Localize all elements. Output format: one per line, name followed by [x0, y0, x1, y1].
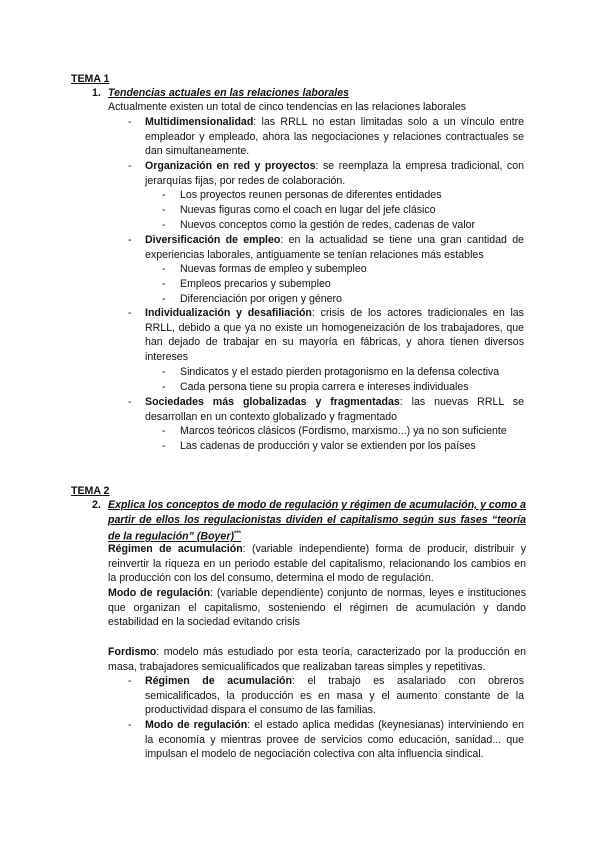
sub-text: Nuevas figuras como el coach en lugar del jefe clásico — [180, 204, 436, 216]
tema1-intro: Actualmente existen un total de cinco tendencias en las relaciones laborales — [108, 101, 467, 113]
tema1-subbullet — [162, 262, 524, 277]
sub-text: Nuevos conceptos como la gestión de redes, cadenas de valor — [180, 219, 476, 231]
tema1-bullet — [128, 115, 524, 159]
tema1-subbullet — [162, 277, 524, 292]
sub-text: Cada persona tiene su propia carrera e intereses individuales — [180, 381, 469, 393]
bullet-text: : las nuevas RRLL se desarrollan en un contexto globalizado y fragmentado — [145, 396, 524, 423]
sub-text: Las cadenas de producción y valor se extienden por los países — [180, 440, 476, 452]
bullet-term: Organización en red y proyectos — [145, 160, 316, 172]
bullet-dash: - — [128, 160, 132, 172]
bullet-text: : crisis de los actores tradicionales en las RRLL, debido a que ya no existe un homogeneización de los trabajadores, que han dejado de trabajar en su mayoría en fábricas, y ahora tienen diversos intereses — [145, 307, 524, 363]
modo-term: Modo de regulación — [108, 587, 211, 599]
bullet-dash: - — [128, 307, 132, 319]
tema1-subbullet — [162, 424, 524, 439]
question-marker: *** — [233, 531, 241, 538]
bullet-term: Régimen de acumulación — [145, 675, 292, 687]
fordismo-text: : modelo más estudiado por esta teoría, caracterizado por la producción en masa, trabajadores semicualificados que realizaban tareas simples y repetitivas. — [108, 646, 526, 673]
sub-text: Sindicatos y el estado pierden protagonismo en la defensa colectiva — [180, 366, 500, 378]
sub-dash: - — [162, 381, 166, 393]
tema1-subbullet — [162, 365, 524, 380]
sub-text: Marcos teóricos clásicos (Fordismo, marxismo...) ya no son suficiente — [180, 425, 507, 437]
tema1-bullet — [128, 159, 524, 188]
fordismo-bullet — [128, 674, 524, 718]
bullet-dash: - — [128, 396, 132, 408]
bullet-term: Diversificación de empleo — [145, 234, 281, 246]
tema1-heading: TEMA 1 — [71, 73, 110, 85]
sub-dash: - — [162, 293, 166, 305]
bullet-term: Multidimensionalidad — [145, 116, 254, 128]
tema1-subbullet — [162, 188, 524, 203]
sub-dash: - — [162, 204, 166, 216]
tema1-subbullet — [162, 203, 524, 218]
sub-text: Diferenciación por origen y género — [180, 293, 342, 305]
bullet-dash: - — [128, 116, 132, 128]
tema1-bullet — [128, 233, 524, 262]
bullet-text: : se reemplaza la empresa tradicional, con jerarquías fijas, por redes de colaboración. — [145, 160, 525, 187]
tema1-bullet — [128, 306, 524, 364]
bullet-text: : el estado aplica medidas (keynesianas) interviniendo en la economía y mientras provee de servicios como educación, sanidad... que impulsan el modelo de negociación colectiva con alta influencia sindical. — [145, 719, 525, 761]
bullet-dash: - — [128, 675, 132, 687]
sub-dash: - — [162, 189, 166, 201]
bullet-text: : las RRLL no estan limitadas solo a un vínculo entre empleador y empleado, ahora las negociaciones y relaciones contractuales se dan simultaneamente. — [145, 116, 524, 158]
tema1-question-text: Tendencias actuales en las relaciones laborales — [108, 87, 350, 99]
tema1-subbullet — [162, 439, 524, 454]
fordismo-term: Fordismo — [108, 646, 157, 658]
bullet-text: : el trabajo es asalariado con obreros semicalificados, la producción es en masa y el aumento constante de la productividad dispara el consumo de las familias. — [145, 675, 524, 717]
bullet-term: Individualización y desafiliación — [145, 307, 312, 319]
tema2-heading: TEMA 2 — [71, 485, 110, 497]
tema1-bullet — [128, 395, 524, 424]
fordismo-bullet — [128, 718, 524, 762]
bullet-dash: - — [128, 234, 132, 246]
sub-dash: - — [162, 440, 166, 452]
bullet-term: Modo de regulación — [145, 719, 248, 731]
sub-dash: - — [162, 278, 166, 290]
bullet-dash: - — [128, 719, 132, 731]
modo-text: : (variable dependiente) conjunto de normas, leyes e instituciones que organizan el capitalismo, sosteniendo el régimen de acumulación y dando estabilidad en la sociedad evitando crisis — [108, 587, 526, 629]
sub-dash: - — [162, 263, 166, 275]
fordismo-definition — [108, 645, 526, 674]
tema1-subbullet — [162, 380, 524, 395]
tema1-question — [92, 86, 349, 101]
modo-definition — [108, 586, 526, 630]
tema1-subbullet — [162, 218, 524, 233]
tema2-question-text: Explica los conceptos de modo de regulación y régimen de acumulación, y como a partir de ellos los regulacionistas dividen el capitalismo según sus fases “teoría de la regulación” (Boyer) — [108, 499, 526, 543]
sub-dash: - — [162, 425, 166, 437]
sub-dash: - — [162, 366, 166, 378]
sub-text: Empleos precarios y subempleo — [180, 278, 331, 290]
regimen-text: : (variable independiente) forma de producir, distribuir y reinvertir la riqueza en un periodo estable del capitalismo, relacionando los cambios en la producción con los del consumo, determina el modo de regulación. — [108, 543, 526, 585]
sub-text: Nuevas formas de empleo y subempleo — [180, 263, 367, 275]
regimen-term: Régimen de acumulación — [108, 543, 243, 555]
tema2-question — [108, 498, 526, 544]
tema2-question-number: 2. — [92, 499, 101, 511]
sub-text: Los proyectos reunen personas de diferentes entidades — [180, 189, 442, 201]
bullet-term: Sociedades más globalizadas y fragmentadas — [145, 396, 400, 408]
tema1-question-number: 1. — [92, 87, 101, 99]
tema1-subbullet — [162, 292, 524, 307]
sub-dash: - — [162, 219, 166, 231]
bullet-text: : en la actualidad se tiene una gran cantidad de experiencias laborales, antiguamente se tenían relaciones más estables — [145, 234, 524, 261]
regimen-definition — [108, 542, 526, 586]
